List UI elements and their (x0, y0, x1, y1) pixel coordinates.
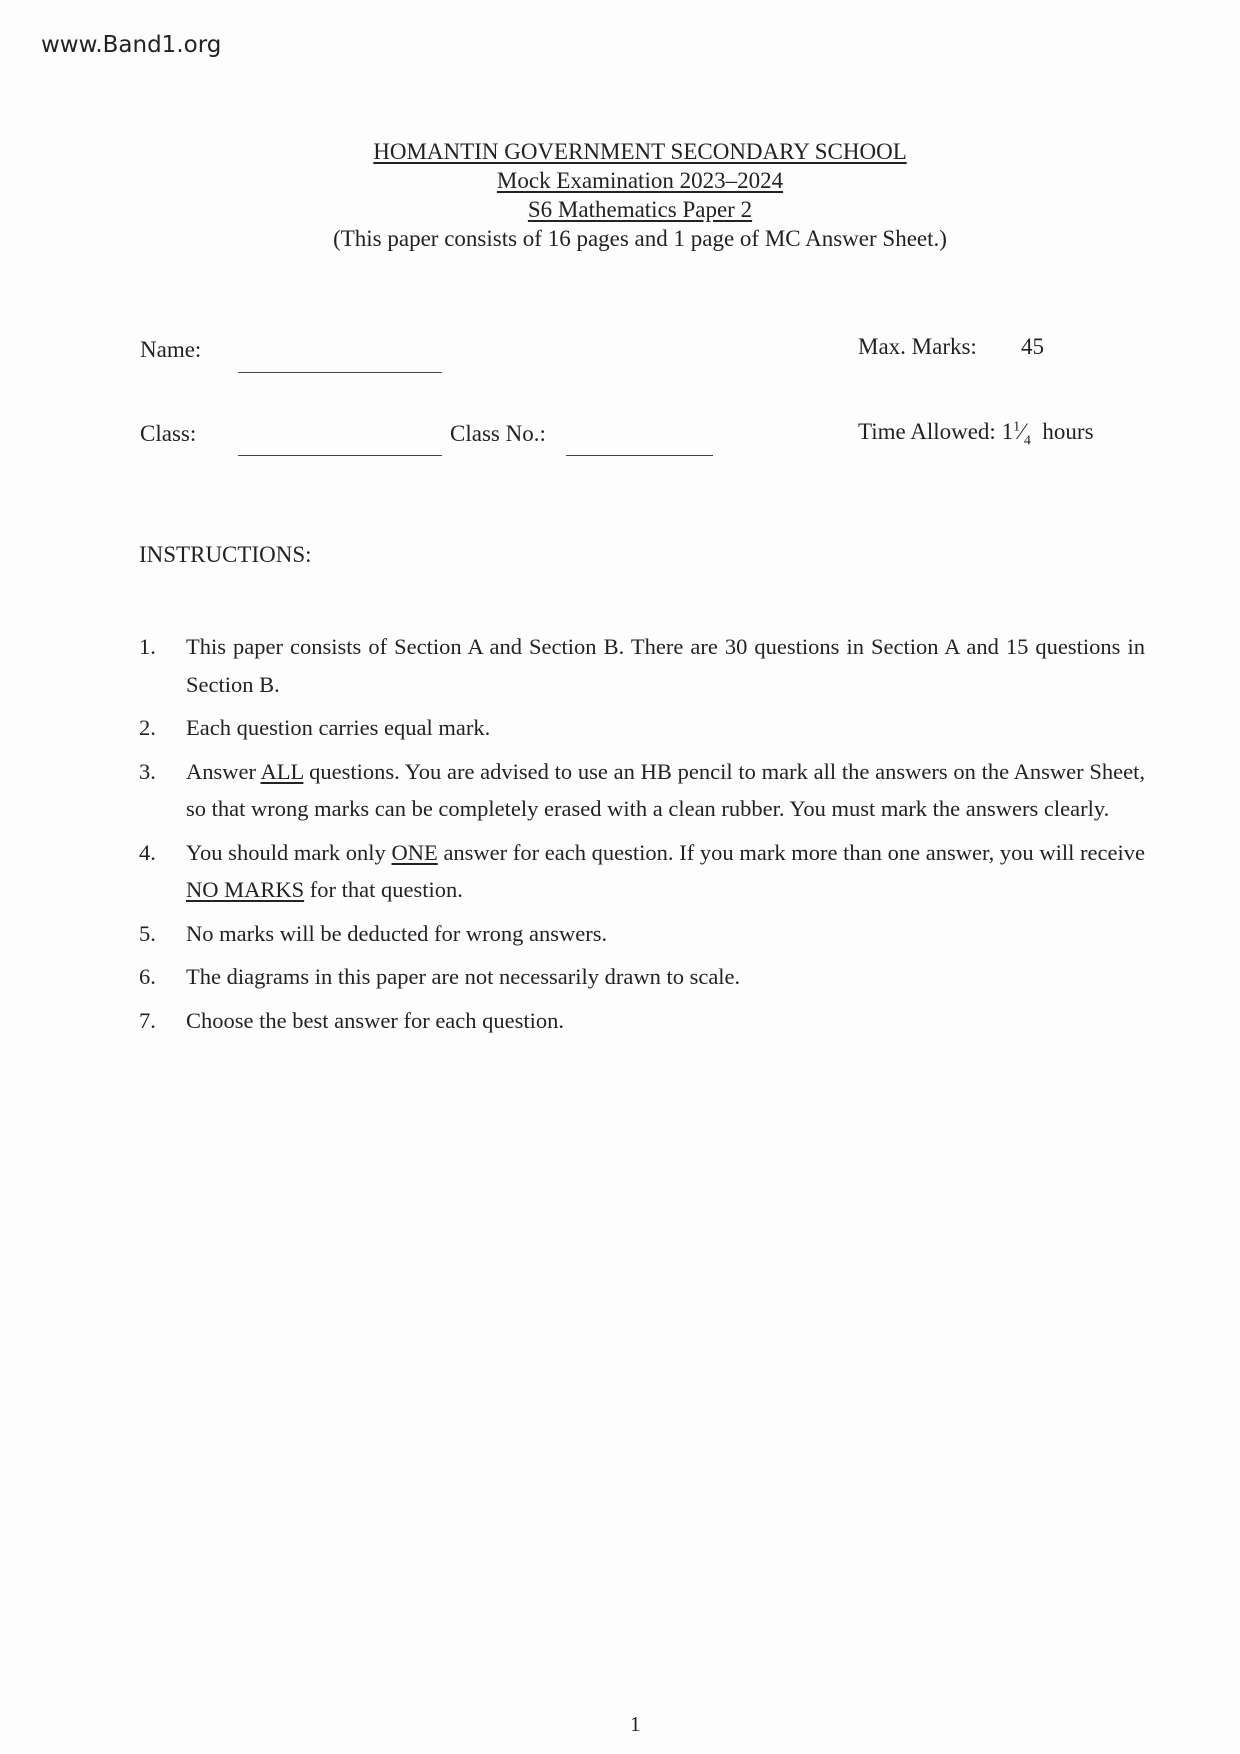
instruction-text (186, 1002, 1145, 1040)
instruction-item (139, 709, 1145, 747)
instruction-text-part: Choose the best answer for each question. (186, 1007, 565, 1033)
class-no-label: Class No.: (450, 421, 546, 446)
instruction-text (186, 915, 1145, 953)
school-name: HOMANTIN GOVERNMENT SECONDARY SCHOOL (373, 139, 907, 164)
page-number: 1 (630, 1712, 641, 1736)
instruction-text (186, 753, 1145, 828)
paper-title: S6 Mathematics Paper 2 (527, 197, 753, 222)
exam-title: Mock Examination 2023–2024 (496, 168, 784, 193)
instruction-text-part: for that question. (304, 877, 463, 902)
instruction-text-part: Answer (186, 758, 261, 784)
instruction-number: 3. (139, 758, 156, 784)
instruction-text-part: answer for each question. If you mark more than one answer, you will receive (437, 839, 1145, 865)
instruction-text (186, 958, 1145, 996)
website-watermark: www.Band1.org (41, 32, 222, 58)
instruction-item (139, 753, 1145, 828)
emphasis-text: NO MARKS (186, 877, 305, 902)
instructions-title: INSTRUCTIONS: (139, 542, 312, 567)
instruction-text (186, 834, 1145, 909)
max-marks-value: 45 (1021, 334, 1044, 359)
paper-note: (This paper consists of 16 pages and 1 page of MC Answer Sheet.) (333, 226, 947, 251)
instruction-text (186, 628, 1145, 703)
time-whole: 1 (1001, 419, 1014, 444)
instruction-item (139, 834, 1145, 909)
instruction-text-part: questions. You are advised to use an HB pencil to mark all the answers on the Answer Sheet, so that wrong marks can be completely erased with a clean rubber. You must mark the answers clearly. (186, 758, 1145, 821)
instruction-text-part: The diagrams in this paper are not necessarily drawn to scale. (186, 964, 741, 989)
emphasis-text: ALL (260, 758, 304, 784)
time-frac-num: 1 (1013, 419, 1021, 435)
instruction-number: 2. (139, 715, 156, 740)
time-allowed-label: Time Allowed: $1^1⁄_4$ hours (858, 419, 1094, 449)
class-no-field[interactable] (566, 455, 713, 456)
instruction-number: 7. (139, 1007, 156, 1033)
instruction-item (139, 958, 1145, 996)
time-frac-den: 4 (1023, 433, 1031, 449)
instruction-text-part: No marks will be deducted for wrong answers. (186, 920, 608, 946)
instruction-number: 6. (139, 964, 156, 989)
max-marks-label: Max. Marks: (858, 334, 977, 359)
time-unit: hours (1042, 419, 1094, 444)
instruction-number: 5. (139, 920, 156, 946)
instruction-number: 1. (139, 634, 156, 659)
instruction-text-part: Each question carries equal mark. (186, 715, 491, 740)
class-field[interactable] (238, 455, 442, 456)
emphasis-text: ONE (391, 839, 438, 865)
instruction-item (139, 1002, 1145, 1040)
time-label: Time Allowed: (858, 419, 996, 444)
instruction-item (139, 628, 1145, 703)
class-label: Class: (140, 421, 197, 446)
instructions-list (139, 628, 1145, 1045)
instruction-item (139, 915, 1145, 953)
name-label: Name: (140, 337, 202, 362)
instruction-text-part: This paper consists of Section A and Section B. There are 30 questions in Section A and 15 questions in Section B. (186, 634, 1145, 697)
name-field[interactable] (238, 372, 442, 373)
instruction-text-part: You should mark only (186, 839, 392, 865)
instruction-text (186, 709, 1145, 747)
instruction-number: 4. (139, 839, 156, 865)
exam-header (0, 137, 1240, 253)
